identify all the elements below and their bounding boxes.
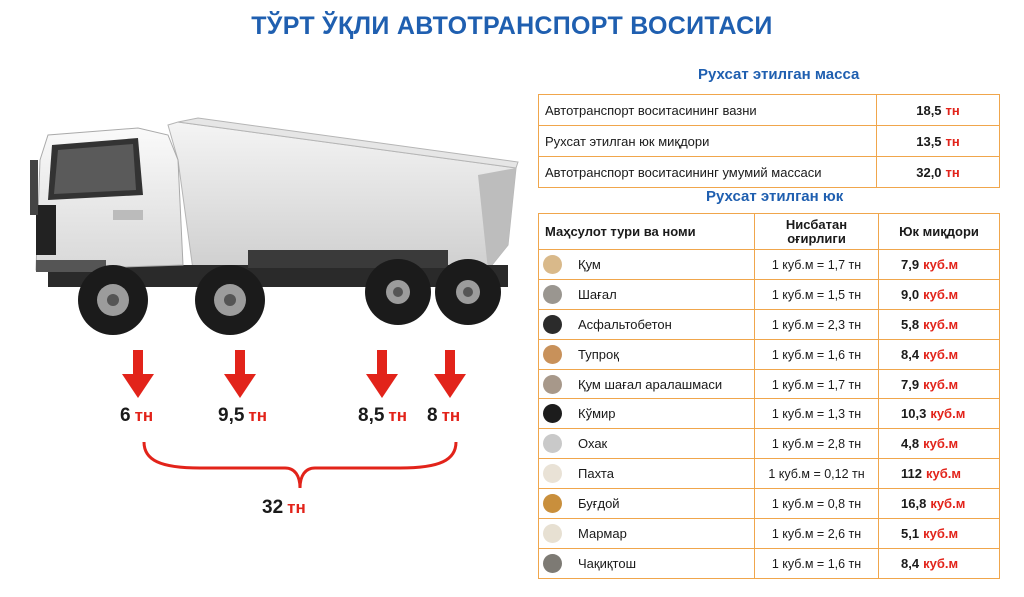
- cargo-load-cell: 7,9 куб.м: [879, 250, 1000, 280]
- cargo-row: [539, 369, 1000, 399]
- cargo-name: Чақиқтош: [578, 555, 636, 571]
- cargo-name-cell: [539, 399, 755, 429]
- cargo-name: Охак: [578, 436, 608, 452]
- cargo-name-cell: [539, 519, 755, 549]
- cargo-header-row: [539, 214, 1000, 250]
- cargo-unit: куб.м: [930, 406, 966, 422]
- cargo-row: [539, 519, 1000, 549]
- cargo-ratio-cell: 1 куб.м = 2,3 тн: [755, 309, 879, 339]
- cargo-ratio-cell: 1 куб.м = 2,8 тн: [755, 429, 879, 459]
- axle-2-load: 9,5 тн: [218, 405, 268, 426]
- cargo-ratio-cell: 1 куб.м = 0,12 тн: [755, 459, 879, 489]
- cargo-load-cell: 10,3 куб.м: [879, 399, 1000, 429]
- axle-1-arrow-icon: [122, 350, 154, 398]
- cargo-unit: куб.м: [923, 346, 959, 362]
- cargo-row: [539, 548, 1000, 578]
- cargo-load-cell: 4,8 куб.м: [879, 429, 1000, 459]
- cargo-name-cell: [539, 369, 755, 399]
- total-brace: [140, 440, 460, 490]
- mass-section-title: Рухсат этилган масса: [698, 66, 860, 83]
- cargo-unit: куб.м: [923, 316, 959, 332]
- cargo-ratio-cell: 1 куб.м = 2,6 тн: [755, 519, 879, 549]
- mass-row: [539, 95, 1000, 126]
- cargo-name: Қум шағал аралашмаси: [578, 376, 723, 392]
- cargo-name-cell: [539, 309, 755, 339]
- cargo-name-cell: [539, 339, 755, 369]
- material-swatch-icon: [543, 345, 562, 364]
- cargo-ratio-cell: 1 куб.м = 1,6 тн: [755, 339, 879, 369]
- cargo-load-cell: 7,9 куб.м: [879, 369, 1000, 399]
- material-swatch-icon: [543, 404, 562, 423]
- cargo-name: Қум: [578, 256, 601, 272]
- mass-label: Рухсат этилган юк миқдори: [539, 126, 877, 157]
- cargo-row: [539, 339, 1000, 369]
- cargo-row: [539, 309, 1000, 339]
- material-swatch-icon: [543, 554, 562, 573]
- cargo-row: [539, 459, 1000, 489]
- cargo-row: [539, 279, 1000, 309]
- mass-value: 13,5 тн: [877, 126, 1000, 157]
- cargo-name-cell: [539, 279, 755, 309]
- cargo-unit: куб.м: [923, 376, 959, 392]
- mass-unit: тн: [945, 164, 960, 180]
- cargo-name-cell: [539, 250, 755, 280]
- cargo-row: [539, 489, 1000, 519]
- mass-row: [539, 126, 1000, 157]
- dump-truck-image: [18, 100, 523, 350]
- cargo-ratio-cell: 1 куб.м = 1,7 тн: [755, 250, 879, 280]
- cargo-load-cell: 112 куб.м: [879, 459, 1000, 489]
- cargo-load-cell: 16,8 куб.м: [879, 489, 1000, 519]
- cargo-row: [539, 250, 1000, 280]
- cargo-row: [539, 429, 1000, 459]
- material-swatch-icon: [543, 464, 562, 483]
- cargo-ratio-cell: 1 куб.м = 1,6 тн: [755, 548, 879, 578]
- cargo-name: Шағал: [578, 286, 617, 302]
- cargo-name-cell: [539, 489, 755, 519]
- cargo-name-cell: [539, 459, 755, 489]
- material-swatch-icon: [543, 434, 562, 453]
- axle-4-arrow-icon: [434, 350, 466, 398]
- material-swatch-icon: [543, 494, 562, 513]
- cargo-section-title: Рухсат этилган юк: [706, 188, 844, 205]
- cargo-load-cell: 9,0 куб.м: [879, 279, 1000, 309]
- cargo-load-cell: 5,1 куб.м: [879, 519, 1000, 549]
- header-ratio: Нисбатан оғирлиги: [755, 214, 879, 250]
- cargo-ratio-cell: 1 куб.м = 1,3 тн: [755, 399, 879, 429]
- material-swatch-icon: [543, 255, 562, 274]
- cargo-load-cell: 8,4 куб.м: [879, 548, 1000, 578]
- mass-label: Автотранспорт воситасининг вазни: [539, 95, 877, 126]
- axle-3-arrow-icon: [366, 350, 398, 398]
- material-swatch-icon: [543, 285, 562, 304]
- cargo-unit: куб.м: [925, 466, 961, 482]
- cargo-ratio-cell: 1 куб.м = 1,5 тн: [755, 279, 879, 309]
- cargo-unit: куб.м: [923, 525, 959, 541]
- mass-unit: тн: [945, 102, 960, 118]
- material-swatch-icon: [543, 524, 562, 543]
- cargo-name: Асфальтобетон: [578, 316, 672, 332]
- mass-unit: тн: [945, 133, 960, 149]
- mass-value: 18,5 тн: [877, 95, 1000, 126]
- mass-row: [539, 157, 1000, 188]
- cargo-name: Мармар: [578, 525, 627, 541]
- cargo-unit: куб.м: [923, 286, 959, 302]
- header-product: Маҳсулот тури ва номи: [539, 214, 755, 250]
- cargo-ratio-cell: 1 куб.м = 0,8 тн: [755, 489, 879, 519]
- mass-table: [538, 94, 1000, 188]
- material-swatch-icon: [543, 315, 562, 334]
- cargo-unit: куб.м: [923, 436, 959, 452]
- cargo-name: Кўмир: [578, 406, 616, 422]
- material-swatch-icon: [543, 375, 562, 394]
- axle-4-load: 8 тн: [427, 405, 461, 426]
- axle-3-load: 8,5 тн: [358, 405, 408, 426]
- cargo-table: [538, 213, 1000, 579]
- cargo-unit: куб.м: [923, 256, 959, 272]
- cargo-load-cell: 5,8 куб.м: [879, 309, 1000, 339]
- cargo-name-cell: [539, 429, 755, 459]
- axle-2-arrow-icon: [224, 350, 256, 398]
- cargo-name: Пахта: [578, 466, 614, 482]
- cargo-unit: куб.м: [923, 555, 959, 571]
- cargo-unit: куб.м: [930, 496, 966, 512]
- header-load: Юк миқдори: [879, 214, 1000, 250]
- cargo-load-cell: 8,4 куб.м: [879, 339, 1000, 369]
- mass-value: 32,0 тн: [877, 157, 1000, 188]
- cargo-row: [539, 399, 1000, 429]
- axle-1-load: 6 тн: [120, 405, 154, 426]
- mass-label: Автотранспорт воситасининг умумий массаси: [539, 157, 877, 188]
- total-load: 32 тн: [262, 497, 306, 518]
- cargo-ratio-cell: 1 куб.м = 1,7 тн: [755, 369, 879, 399]
- cargo-name-cell: [539, 548, 755, 578]
- cargo-name: Буғдой: [578, 496, 620, 512]
- cargo-name: Тупроқ: [578, 346, 619, 362]
- page-title: ТЎРТ ЎҚЛИ АВТОТРАНСПОРТ ВОСИТАСИ: [251, 12, 773, 40]
